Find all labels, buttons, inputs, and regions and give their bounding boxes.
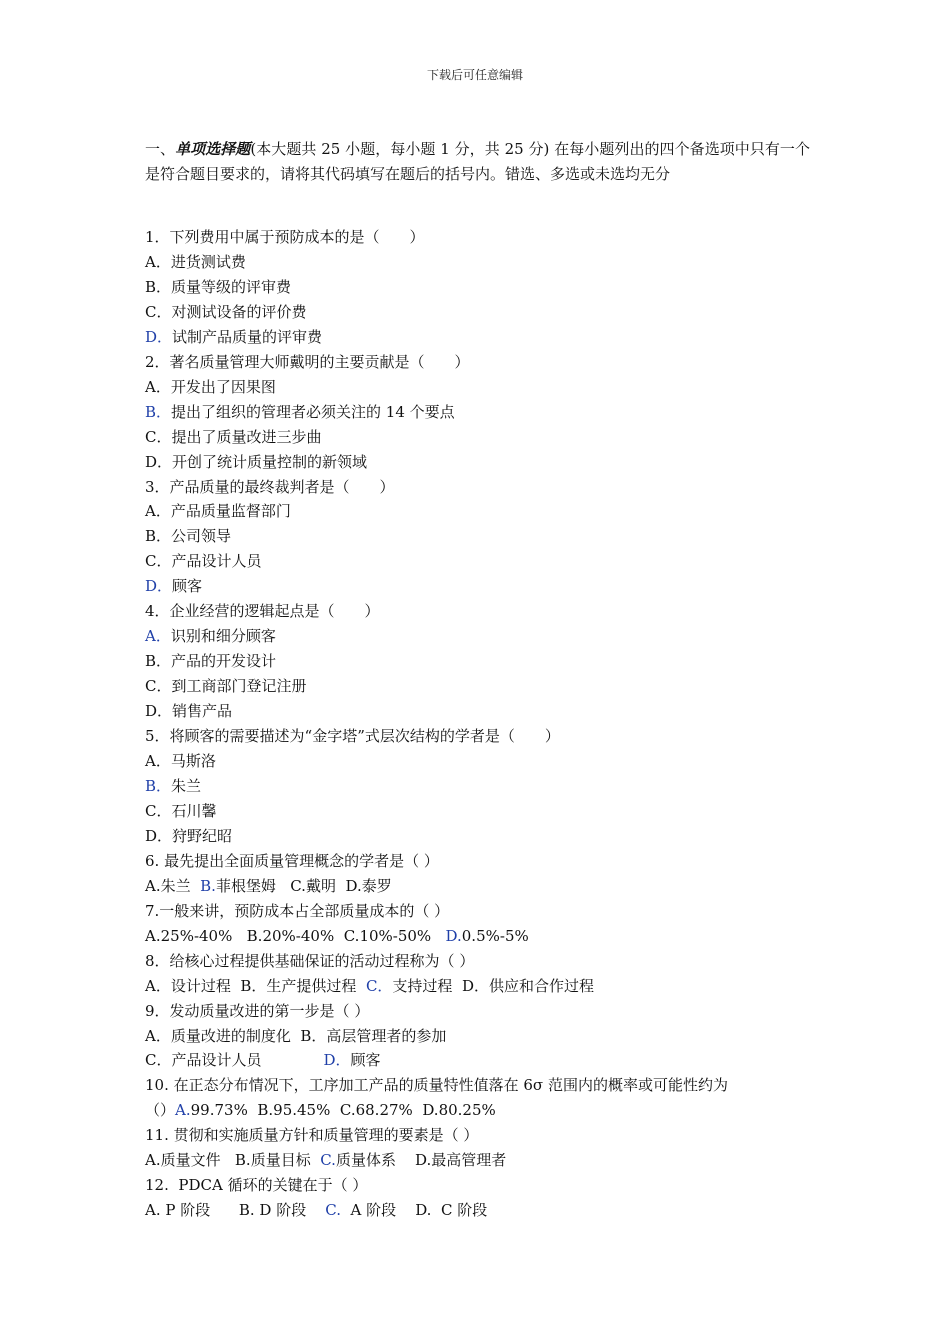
question-line (145, 949, 810, 974)
section-instructions: (本大题共 25 小题，每小题 1 分，共 25 分) 在每小题列出的四个备选项中只有一个是符合题目要求的，请将其代码填写在题后的括号内。错选、多选或未选均无分 (145, 140, 810, 183)
line-text: 11. 贯彻和实施质量方针和质量管理的要素是（ ） (145, 1126, 479, 1145)
line-text: 质量体系 D.最高管理者 (335, 1151, 507, 1170)
answer-marker: A． (145, 627, 171, 646)
question-line (145, 325, 810, 350)
answer-marker: C. (325, 1201, 341, 1220)
line-text: 试制产品质量的评审费 (172, 327, 323, 346)
line-text: A．质量改进的制度化 B．高层管理者的参加 (145, 1026, 447, 1045)
question-line (145, 624, 810, 649)
question-line (145, 1198, 810, 1223)
question-line (145, 375, 810, 400)
line-text: 7.一般来讲，预防成本占全部质量成本的（ ） (145, 901, 450, 920)
line-text: 识别和细分顾客 (170, 627, 276, 646)
question-line (145, 674, 810, 699)
question-line (145, 1148, 810, 1173)
section-intro (145, 137, 810, 187)
line-text: A．设计过程 B．生产提供过程 (145, 976, 366, 995)
line-text: 朱兰 (171, 776, 202, 795)
line-text: 顾客 (172, 577, 203, 596)
question-line (145, 799, 810, 824)
line-text: 9．发动质量改进的第一步是（ ） (145, 1001, 370, 1020)
line-text: C．产品设计人员 (145, 552, 262, 571)
line-text: 3．产品质量的最终裁判者是（ ） (145, 477, 395, 496)
line-text: 菲根堡姆 C.戴明 D.泰罗 (215, 876, 392, 895)
answer-marker: C． (365, 976, 393, 995)
question-line (145, 749, 810, 774)
line-text: B．公司领导 (145, 527, 232, 546)
answer-marker: D. (445, 926, 462, 945)
line-text: C．到工商部门登记注册 (145, 677, 307, 696)
line-text: 99.73% B.95.45% C.68.27% D.80.25% (190, 1101, 496, 1120)
line-text: 12. PDCA 循环的关键在于（ ） (145, 1176, 368, 1195)
answer-marker: D． (145, 327, 173, 346)
line-text: B．质量等级的评审费 (145, 277, 292, 296)
line-text: A.朱兰 (145, 876, 201, 895)
line-text: 8．给核心过程提供基础保证的活动过程称为（ ） (145, 951, 475, 970)
line-text: 0.5%-5% (461, 926, 529, 945)
question-line (145, 824, 810, 849)
line-text: C．石川馨 (145, 801, 217, 820)
answer-marker: A. (175, 1101, 191, 1120)
line-text: A．开发出了因果图 (145, 377, 276, 396)
document-body (145, 137, 810, 1223)
question-line (145, 1048, 810, 1073)
line-text: D．开创了统计质量控制的新领域 (145, 452, 368, 471)
line-text: 1．下列费用中属于预防成本的是（ ） (145, 228, 425, 246)
line-text: A．进货测试费 (145, 252, 246, 271)
question-line (145, 275, 810, 300)
line-text: C．提出了质量改进三步曲 (145, 427, 322, 446)
question-line (145, 400, 810, 425)
answer-marker: D． (323, 1051, 351, 1070)
answer-marker: C. (320, 1151, 336, 1170)
question-line (145, 699, 810, 724)
question-line (145, 524, 810, 549)
line-text: （） (145, 1101, 176, 1120)
line-text: A．马斯洛 (145, 752, 216, 771)
question-line (145, 924, 810, 949)
line-text: A. P 阶段 B. D 阶段 (145, 1201, 326, 1220)
question-line (145, 1123, 810, 1148)
answer-marker: B． (145, 402, 172, 421)
question-line (145, 574, 810, 599)
line-text: 顾客 (350, 1051, 381, 1070)
question-line (145, 475, 810, 500)
question-line (145, 450, 810, 475)
line-text: A 阶段 D. C 阶段 (340, 1201, 488, 1220)
question-line (145, 599, 810, 624)
line-text: A．产品质量监督部门 (145, 502, 291, 521)
answer-marker: B. (200, 876, 216, 895)
question-line (145, 849, 810, 874)
question-line (145, 350, 810, 375)
line-text: 10. 在正态分布情况下，工序加工产品的质量特性值落在 6σ 范围内的概率或可能性约为 (145, 1076, 728, 1095)
question-line (145, 499, 810, 524)
question-line (145, 999, 810, 1024)
question-line (145, 1073, 810, 1098)
line-text: 6. 最先提出全面质量管理概念的学者是（ ） (145, 851, 439, 870)
question-list (145, 225, 810, 1223)
question-line (145, 300, 810, 325)
section-number: 一、 (145, 140, 176, 158)
answer-marker: D． (145, 577, 173, 596)
question-line (145, 225, 810, 250)
question-line (145, 1098, 810, 1123)
line-text: 5．将顾客的需要描述为“金字塔”式层次结构的学者是（ ） (145, 727, 560, 746)
line-text: 提出了组织的管理者必须关注的 14 个要点 (171, 402, 455, 421)
question-line (145, 974, 810, 999)
line-text: D．狩野纪昭 (145, 826, 233, 845)
question-line (145, 724, 810, 749)
question-line (145, 549, 810, 574)
line-text: A.25%-40% B.20%-40% C.10%-50% (145, 926, 446, 945)
line-text: 支持过程 D．供应和合作过程 (392, 976, 594, 995)
question-line (145, 425, 810, 450)
section-title: 单项选择题 (175, 140, 251, 158)
page-header: 下载后可任意编辑 (426, 68, 523, 82)
question-line (145, 899, 810, 924)
question-line (145, 874, 810, 899)
question-line (145, 774, 810, 799)
question-line (145, 250, 810, 275)
line-text: 2．著名质量管理大师戴明的主要贡献是（ ） (145, 352, 470, 371)
line-text: A.质量文件 B.质量目标 (145, 1151, 321, 1170)
question-line (145, 1173, 810, 1198)
line-text: C．产品设计人员 (145, 1051, 324, 1070)
question-line (145, 1024, 810, 1049)
question-line (145, 649, 810, 674)
answer-marker: B． (145, 776, 172, 795)
line-text: 4．企业经营的逻辑起点是（ ） (145, 602, 380, 621)
line-text: C．对测试设备的评价费 (145, 302, 307, 321)
line-text: B．产品的开发设计 (145, 652, 277, 671)
line-text: D．销售产品 (145, 702, 233, 721)
